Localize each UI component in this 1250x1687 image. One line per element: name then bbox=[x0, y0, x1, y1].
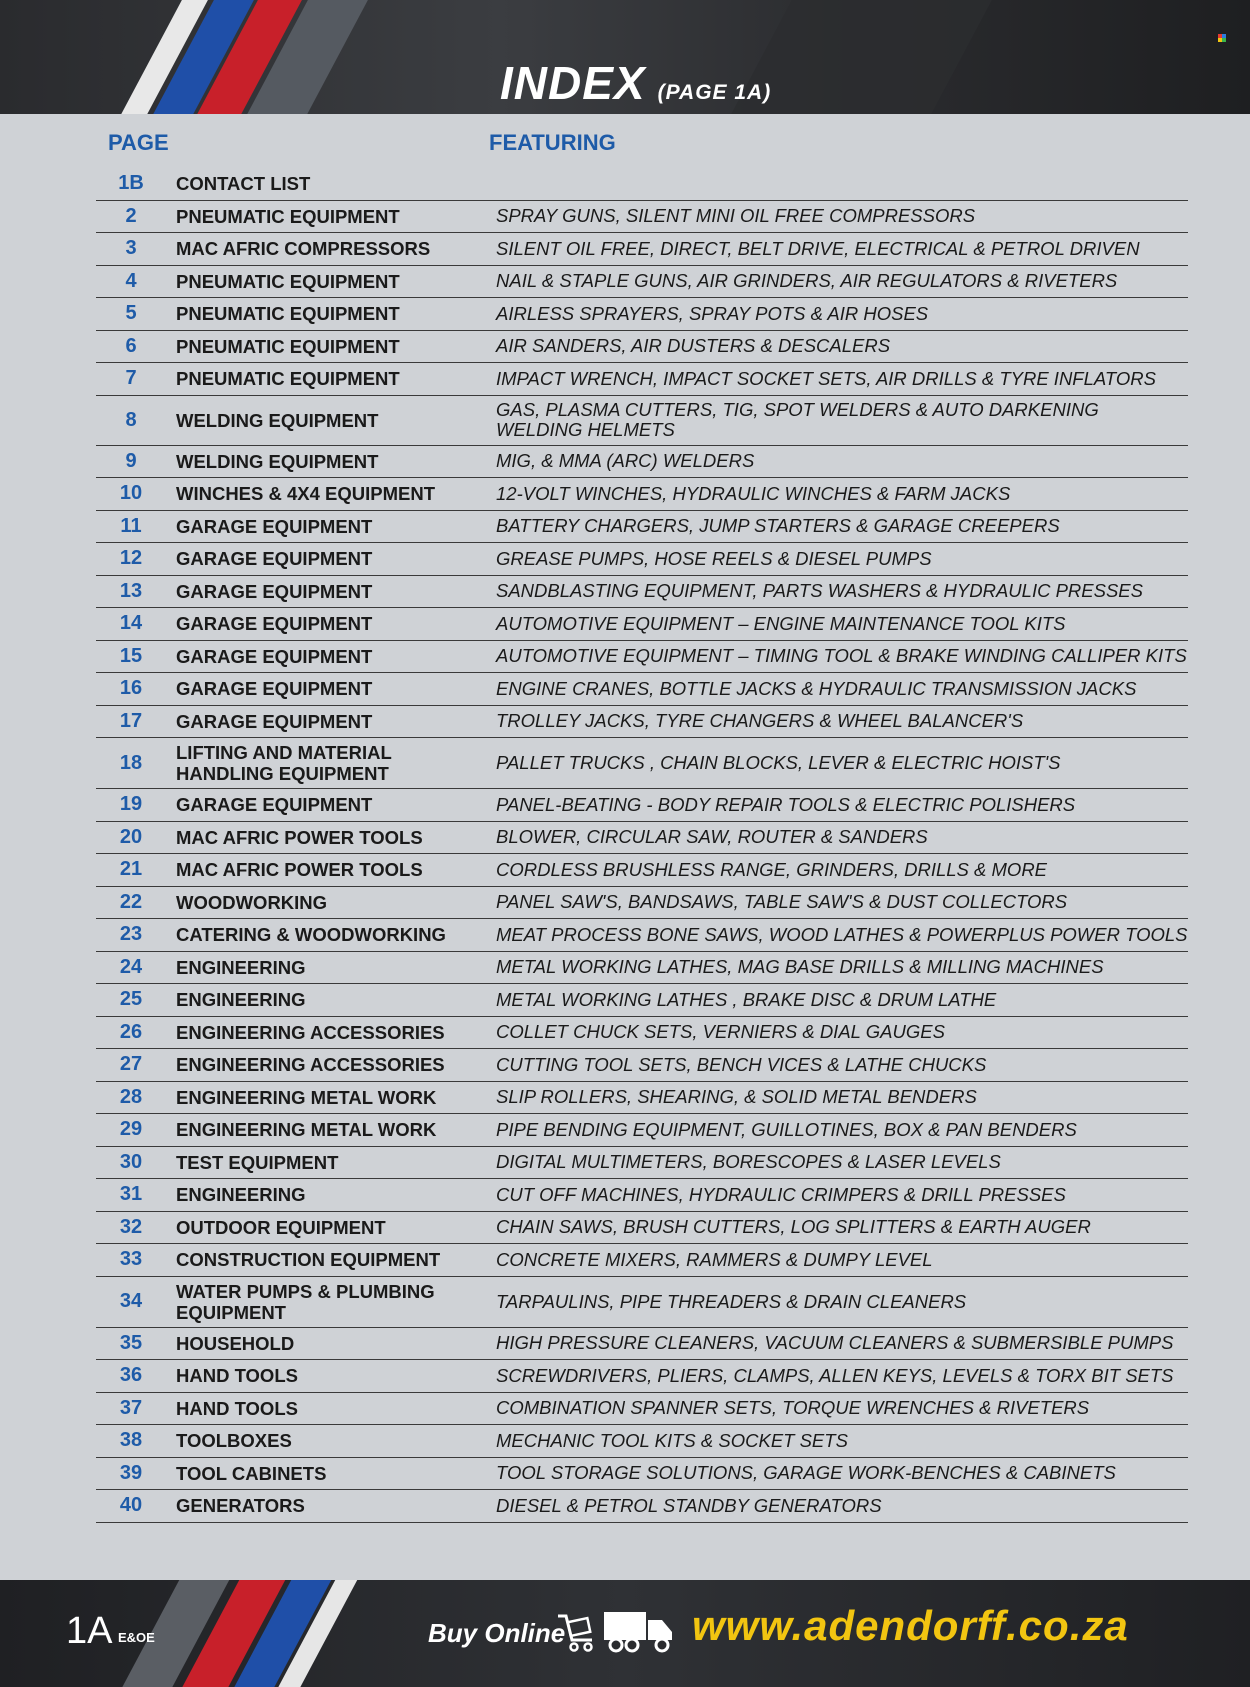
row-page-number[interactable]: 31 bbox=[119, 1183, 143, 1206]
row-featuring: SCREWDRIVERS, PLIERS, CLAMPS, ALLEN KEYS, LEVELS & TORX BIT SETS bbox=[496, 1364, 1174, 1386]
row-page-number[interactable]: 38 bbox=[119, 1429, 143, 1452]
row-category: WINCHES & 4X4 EQUIPMENT bbox=[176, 483, 436, 505]
row-featuring: COLLET CHUCK SETS, VERNIERS & DIAL GAUGES bbox=[496, 1021, 945, 1043]
row-category: GARAGE EQUIPMENT bbox=[176, 645, 373, 667]
table-row bbox=[96, 1147, 1188, 1180]
table-row bbox=[96, 789, 1188, 822]
row-category: ENGINEERING METAL WORK bbox=[176, 1086, 437, 1108]
website-link[interactable]: www.adendorff.co.za bbox=[692, 1602, 1129, 1649]
row-featuring: 12-VOLT WINCHES, HYDRAULIC WINCHES & FARM JACKS bbox=[496, 482, 1011, 504]
row-page-number[interactable]: 15 bbox=[119, 644, 143, 667]
page-title-subtitle: (PAGE 1A) bbox=[657, 81, 772, 104]
row-page-number[interactable]: 18 bbox=[119, 751, 143, 774]
row-page-number[interactable]: 14 bbox=[119, 612, 143, 635]
row-featuring: PALLET TRUCKS , CHAIN BLOCKS, LEVER & ELECTRIC HOIST'S bbox=[496, 752, 1061, 773]
page-footer bbox=[0, 1580, 1250, 1687]
row-featuring: METAL WORKING LATHES, MAG BASE DRILLS & MILLING MACHINES bbox=[496, 956, 1104, 978]
row-category: GARAGE EQUIPMENT bbox=[176, 515, 373, 537]
row-page-number[interactable]: 33 bbox=[119, 1248, 143, 1271]
row-page-number[interactable]: 21 bbox=[119, 858, 143, 881]
shopping-cart-icon bbox=[556, 1610, 598, 1654]
row-featuring: CUTTING TOOL SETS, BENCH VICES & LATHE CHUCKS bbox=[496, 1053, 987, 1075]
index-table bbox=[96, 168, 1188, 1523]
table-row bbox=[96, 576, 1188, 609]
row-featuring: TARPAULINS, PIPE THREADERS & DRAIN CLEANERS bbox=[496, 1290, 967, 1312]
row-featuring: CUT OFF MACHINES, HYDRAULIC CRIMPERS & DRILL PRESSES bbox=[496, 1183, 1066, 1205]
row-page-number[interactable]: 17 bbox=[119, 709, 143, 732]
table-row bbox=[96, 511, 1188, 544]
row-page-number[interactable]: 36 bbox=[119, 1364, 143, 1387]
row-category: PNEUMATIC EQUIPMENT bbox=[176, 205, 400, 227]
row-page-number[interactable]: 26 bbox=[119, 1020, 143, 1043]
table-row bbox=[96, 478, 1188, 511]
table-row bbox=[96, 363, 1188, 396]
row-page-number[interactable]: 6 bbox=[125, 334, 137, 357]
row-category: HAND TOOLS bbox=[176, 1397, 298, 1419]
row-page-number[interactable]: 9 bbox=[125, 449, 137, 472]
row-featuring: AIRLESS SPRAYERS, SPRAY POTS & AIR HOSES bbox=[496, 302, 929, 324]
row-featuring: CORDLESS BRUSHLESS RANGE, GRINDERS, DRILLS & MORE bbox=[496, 858, 1048, 880]
row-category: CONTACT LIST bbox=[176, 173, 311, 195]
row-category: CATERING & WOODWORKING bbox=[176, 924, 446, 946]
table-row bbox=[96, 1244, 1188, 1277]
row-category: GARAGE EQUIPMENT bbox=[176, 580, 373, 602]
row-featuring: CHAIN SAWS, BRUSH CUTTERS, LOG SPLITTERS & EARTH AUGER bbox=[496, 1216, 1091, 1238]
row-featuring: GREASE PUMPS, HOSE REELS & DIESEL PUMPS bbox=[496, 547, 932, 569]
row-featuring: TROLLEY JACKS, TYRE CHANGERS & WHEEL BALANCER'S bbox=[496, 710, 1024, 732]
buy-online-label[interactable]: Buy Online bbox=[428, 1618, 566, 1648]
row-page-number[interactable]: 23 bbox=[119, 923, 143, 946]
table-row bbox=[96, 266, 1188, 299]
table-row bbox=[96, 201, 1188, 234]
page-header bbox=[0, 0, 1250, 114]
row-page-number[interactable]: 37 bbox=[119, 1396, 143, 1419]
row-page-number[interactable]: 4 bbox=[125, 269, 137, 292]
table-row bbox=[96, 641, 1188, 674]
row-featuring: GAS, PLASMA CUTTERS, TIG, SPOT WELDERS & AUTO DARKENING WELDING HELMETS bbox=[496, 399, 1099, 440]
table-row bbox=[96, 984, 1188, 1017]
row-category: GARAGE EQUIPMENT bbox=[176, 548, 373, 570]
row-page-number[interactable]: 12 bbox=[119, 547, 143, 570]
row-category: GENERATORS bbox=[176, 1495, 305, 1517]
row-page-number[interactable]: 20 bbox=[119, 825, 143, 848]
table-row bbox=[96, 854, 1188, 887]
table-row bbox=[96, 738, 1188, 789]
row-category: GARAGE EQUIPMENT bbox=[176, 794, 373, 816]
table-row bbox=[96, 1049, 1188, 1082]
row-page-number[interactable]: 24 bbox=[119, 955, 143, 978]
table-row bbox=[96, 1490, 1188, 1523]
row-featuring: SANDBLASTING EQUIPMENT, PARTS WASHERS & HYDRAULIC PRESSES bbox=[496, 580, 1143, 602]
table-row bbox=[96, 1458, 1188, 1491]
row-page-number[interactable]: 39 bbox=[119, 1461, 143, 1484]
row-category: TOOLBOXES bbox=[176, 1430, 292, 1452]
row-featuring: DIESEL & PETROL STANDBY GENERATORS bbox=[496, 1494, 882, 1516]
row-category: WELDING EQUIPMENT bbox=[176, 409, 379, 431]
table-row bbox=[96, 919, 1188, 952]
row-page-number[interactable]: 16 bbox=[119, 677, 143, 700]
row-featuring: PIPE BENDING EQUIPMENT, GUILLOTINES, BOX & PAN BENDERS bbox=[496, 1118, 1077, 1140]
table-row bbox=[96, 1360, 1188, 1393]
row-category: PNEUMATIC EQUIPMENT bbox=[176, 303, 400, 325]
delivery-truck-icon bbox=[602, 1608, 674, 1654]
row-category: ENGINEERING ACCESSORIES bbox=[176, 1054, 445, 1076]
page-title bbox=[500, 56, 771, 110]
table-row bbox=[96, 1017, 1188, 1050]
row-featuring: AUTOMOTIVE EQUIPMENT – ENGINE MAINTENANCE TOOL KITS bbox=[496, 612, 1066, 634]
row-category: ENGINEERING METAL WORK bbox=[176, 1119, 437, 1141]
row-featuring: MEAT PROCESS BONE SAWS, WOOD LATHES & POWERPLUS POWER TOOLS bbox=[496, 923, 1188, 945]
row-page-number[interactable]: 25 bbox=[119, 988, 143, 1011]
row-category: OUTDOOR EQUIPMENT bbox=[176, 1216, 386, 1238]
table-row bbox=[96, 887, 1188, 920]
row-page-number[interactable]: 27 bbox=[119, 1053, 143, 1076]
colour-squares-icon bbox=[1218, 34, 1226, 42]
row-category: LIFTING AND MATERIAL HANDLING EQUIPMENT bbox=[176, 742, 392, 784]
row-page-number[interactable]: 8 bbox=[125, 408, 137, 431]
row-category: TOOL CABINETS bbox=[176, 1462, 327, 1484]
table-row bbox=[96, 1212, 1188, 1245]
row-page-number[interactable]: 2 bbox=[125, 204, 137, 227]
row-featuring: SLIP ROLLERS, SHEARING, & SOLID METAL BENDERS bbox=[496, 1086, 977, 1108]
table-row bbox=[96, 446, 1188, 479]
table-row bbox=[96, 1082, 1188, 1115]
column-header-page: PAGE bbox=[108, 130, 169, 155]
row-category: GARAGE EQUIPMENT bbox=[176, 613, 373, 635]
table-row bbox=[96, 331, 1188, 364]
row-page-number[interactable]: 3 bbox=[125, 237, 137, 260]
row-page-number[interactable]: 28 bbox=[119, 1085, 143, 1108]
row-category: MAC AFRIC POWER TOOLS bbox=[176, 859, 423, 881]
table-row bbox=[96, 673, 1188, 706]
row-category: HOUSEHOLD bbox=[176, 1332, 295, 1354]
row-category: PNEUMATIC EQUIPMENT bbox=[176, 270, 400, 292]
page-number: 1A bbox=[66, 1610, 113, 1652]
table-row bbox=[96, 706, 1188, 739]
table-row bbox=[96, 1114, 1188, 1147]
row-featuring: SPRAY GUNS, SILENT MINI OIL FREE COMPRESSORS bbox=[496, 205, 976, 227]
row-page-number[interactable]: 7 bbox=[125, 367, 137, 390]
table-row bbox=[96, 298, 1188, 331]
row-page-number[interactable]: 29 bbox=[119, 1118, 143, 1141]
table-row bbox=[96, 168, 1188, 201]
row-featuring: COMBINATION SPANNER SETS, TORQUE WRENCHES & RIVETERS bbox=[496, 1397, 1090, 1419]
table-row bbox=[96, 608, 1188, 641]
table-row bbox=[96, 1393, 1188, 1426]
row-category: MAC AFRIC POWER TOOLS bbox=[176, 826, 423, 848]
row-category: ENGINEERING bbox=[176, 956, 306, 978]
row-category: ENGINEERING ACCESSORIES bbox=[176, 1021, 445, 1043]
row-page-number[interactable]: 22 bbox=[119, 890, 143, 913]
table-row bbox=[96, 233, 1188, 266]
table-row bbox=[96, 1328, 1188, 1361]
row-featuring: CONCRETE MIXERS, RAMMERS & DUMPY LEVEL bbox=[496, 1248, 933, 1270]
page-title-text: INDEX bbox=[500, 57, 646, 109]
row-category: MAC AFRIC COMPRESSORS bbox=[176, 238, 431, 260]
table-row bbox=[96, 543, 1188, 576]
row-featuring: METAL WORKING LATHES , BRAKE DISC & DRUM LATHE bbox=[496, 988, 997, 1010]
eoe-label: E&OE bbox=[118, 1630, 155, 1645]
row-featuring: SILENT OIL FREE, DIRECT, BELT DRIVE, ELECTRICAL & PETROL DRIVEN bbox=[496, 237, 1140, 259]
row-page-number[interactable]: 35 bbox=[119, 1331, 143, 1354]
row-category: WELDING EQUIPMENT bbox=[176, 450, 379, 472]
row-featuring: HIGH PRESSURE CLEANERS, VACUUM CLEANERS & SUBMERSIBLE PUMPS bbox=[496, 1332, 1174, 1354]
table-row bbox=[96, 1277, 1188, 1328]
row-category: PNEUMATIC EQUIPMENT bbox=[176, 368, 400, 390]
row-category: ENGINEERING bbox=[176, 989, 306, 1011]
row-featuring: BLOWER, CIRCULAR SAW, ROUTER & SANDERS bbox=[496, 826, 928, 848]
row-featuring: BATTERY CHARGERS, JUMP STARTERS & GARAGE CREEPERS bbox=[496, 515, 1060, 537]
row-page-number[interactable]: 10 bbox=[119, 482, 143, 505]
row-page-number[interactable]: 1B bbox=[118, 172, 144, 195]
row-category: WATER PUMPS & PLUMBING EQUIPMENT bbox=[176, 1280, 435, 1323]
row-featuring: PANEL SAW'S, BANDSAWS, TABLE SAW'S & DUST COLLECTORS bbox=[496, 891, 1068, 913]
table-row bbox=[96, 952, 1188, 985]
row-category: PNEUMATIC EQUIPMENT bbox=[176, 335, 400, 357]
row-page-number[interactable]: 11 bbox=[120, 514, 142, 537]
row-featuring: TOOL STORAGE SOLUTIONS, GARAGE WORK-BENCHES & CABINETS bbox=[496, 1462, 1116, 1484]
row-page-number[interactable]: 34 bbox=[119, 1290, 143, 1312]
row-featuring: IMPACT WRENCH, IMPACT SOCKET SETS, AIR DRILLS & TYRE INFLATORS bbox=[496, 367, 1156, 389]
row-featuring: MECHANIC TOOL KITS & SOCKET SETS bbox=[496, 1429, 848, 1451]
row-featuring: PANEL-BEATING - BODY REPAIR TOOLS & ELECTRIC POLISHERS bbox=[496, 793, 1076, 815]
row-page-number[interactable]: 13 bbox=[119, 579, 143, 602]
table-row bbox=[96, 396, 1188, 446]
table-row bbox=[96, 1425, 1188, 1458]
row-category: WOODWORKING bbox=[176, 891, 328, 913]
row-category: GARAGE EQUIPMENT bbox=[176, 710, 373, 732]
row-page-number[interactable]: 40 bbox=[119, 1494, 143, 1517]
row-category: ENGINEERING bbox=[176, 1184, 306, 1206]
row-featuring: DIGITAL MULTIMETERS, BORESCOPES & LASER LEVELS bbox=[496, 1151, 1001, 1173]
table-row bbox=[96, 822, 1188, 855]
row-featuring: AUTOMOTIVE EQUIPMENT – TIMING TOOL & BRAKE WINDING CALLIPER KITS bbox=[496, 645, 1187, 667]
row-featuring: ENGINE CRANES, BOTTLE JACKS & HYDRAULIC TRANSMISSION JACKS bbox=[496, 677, 1137, 699]
row-category: GARAGE EQUIPMENT bbox=[176, 678, 373, 700]
row-featuring: AIR SANDERS, AIR DUSTERS & DESCALERS bbox=[496, 335, 891, 357]
column-header-featuring: FEATURING bbox=[489, 130, 616, 155]
row-featuring: MIG, & MMA (ARC) WELDERS bbox=[496, 450, 755, 472]
row-page-number[interactable]: 19 bbox=[119, 793, 143, 816]
row-page-number[interactable]: 30 bbox=[119, 1150, 143, 1173]
row-category: HAND TOOLS bbox=[176, 1365, 298, 1387]
table-row bbox=[96, 1179, 1188, 1212]
row-featuring: NAIL & STAPLE GUNS, AIR GRINDERS, AIR REGULATORS & RIVETERS bbox=[496, 270, 1118, 292]
row-category: CONSTRUCTION EQUIPMENT bbox=[176, 1249, 441, 1271]
row-category: TEST EQUIPMENT bbox=[176, 1151, 339, 1173]
row-page-number[interactable]: 5 bbox=[125, 302, 137, 325]
row-page-number[interactable]: 32 bbox=[119, 1215, 143, 1238]
